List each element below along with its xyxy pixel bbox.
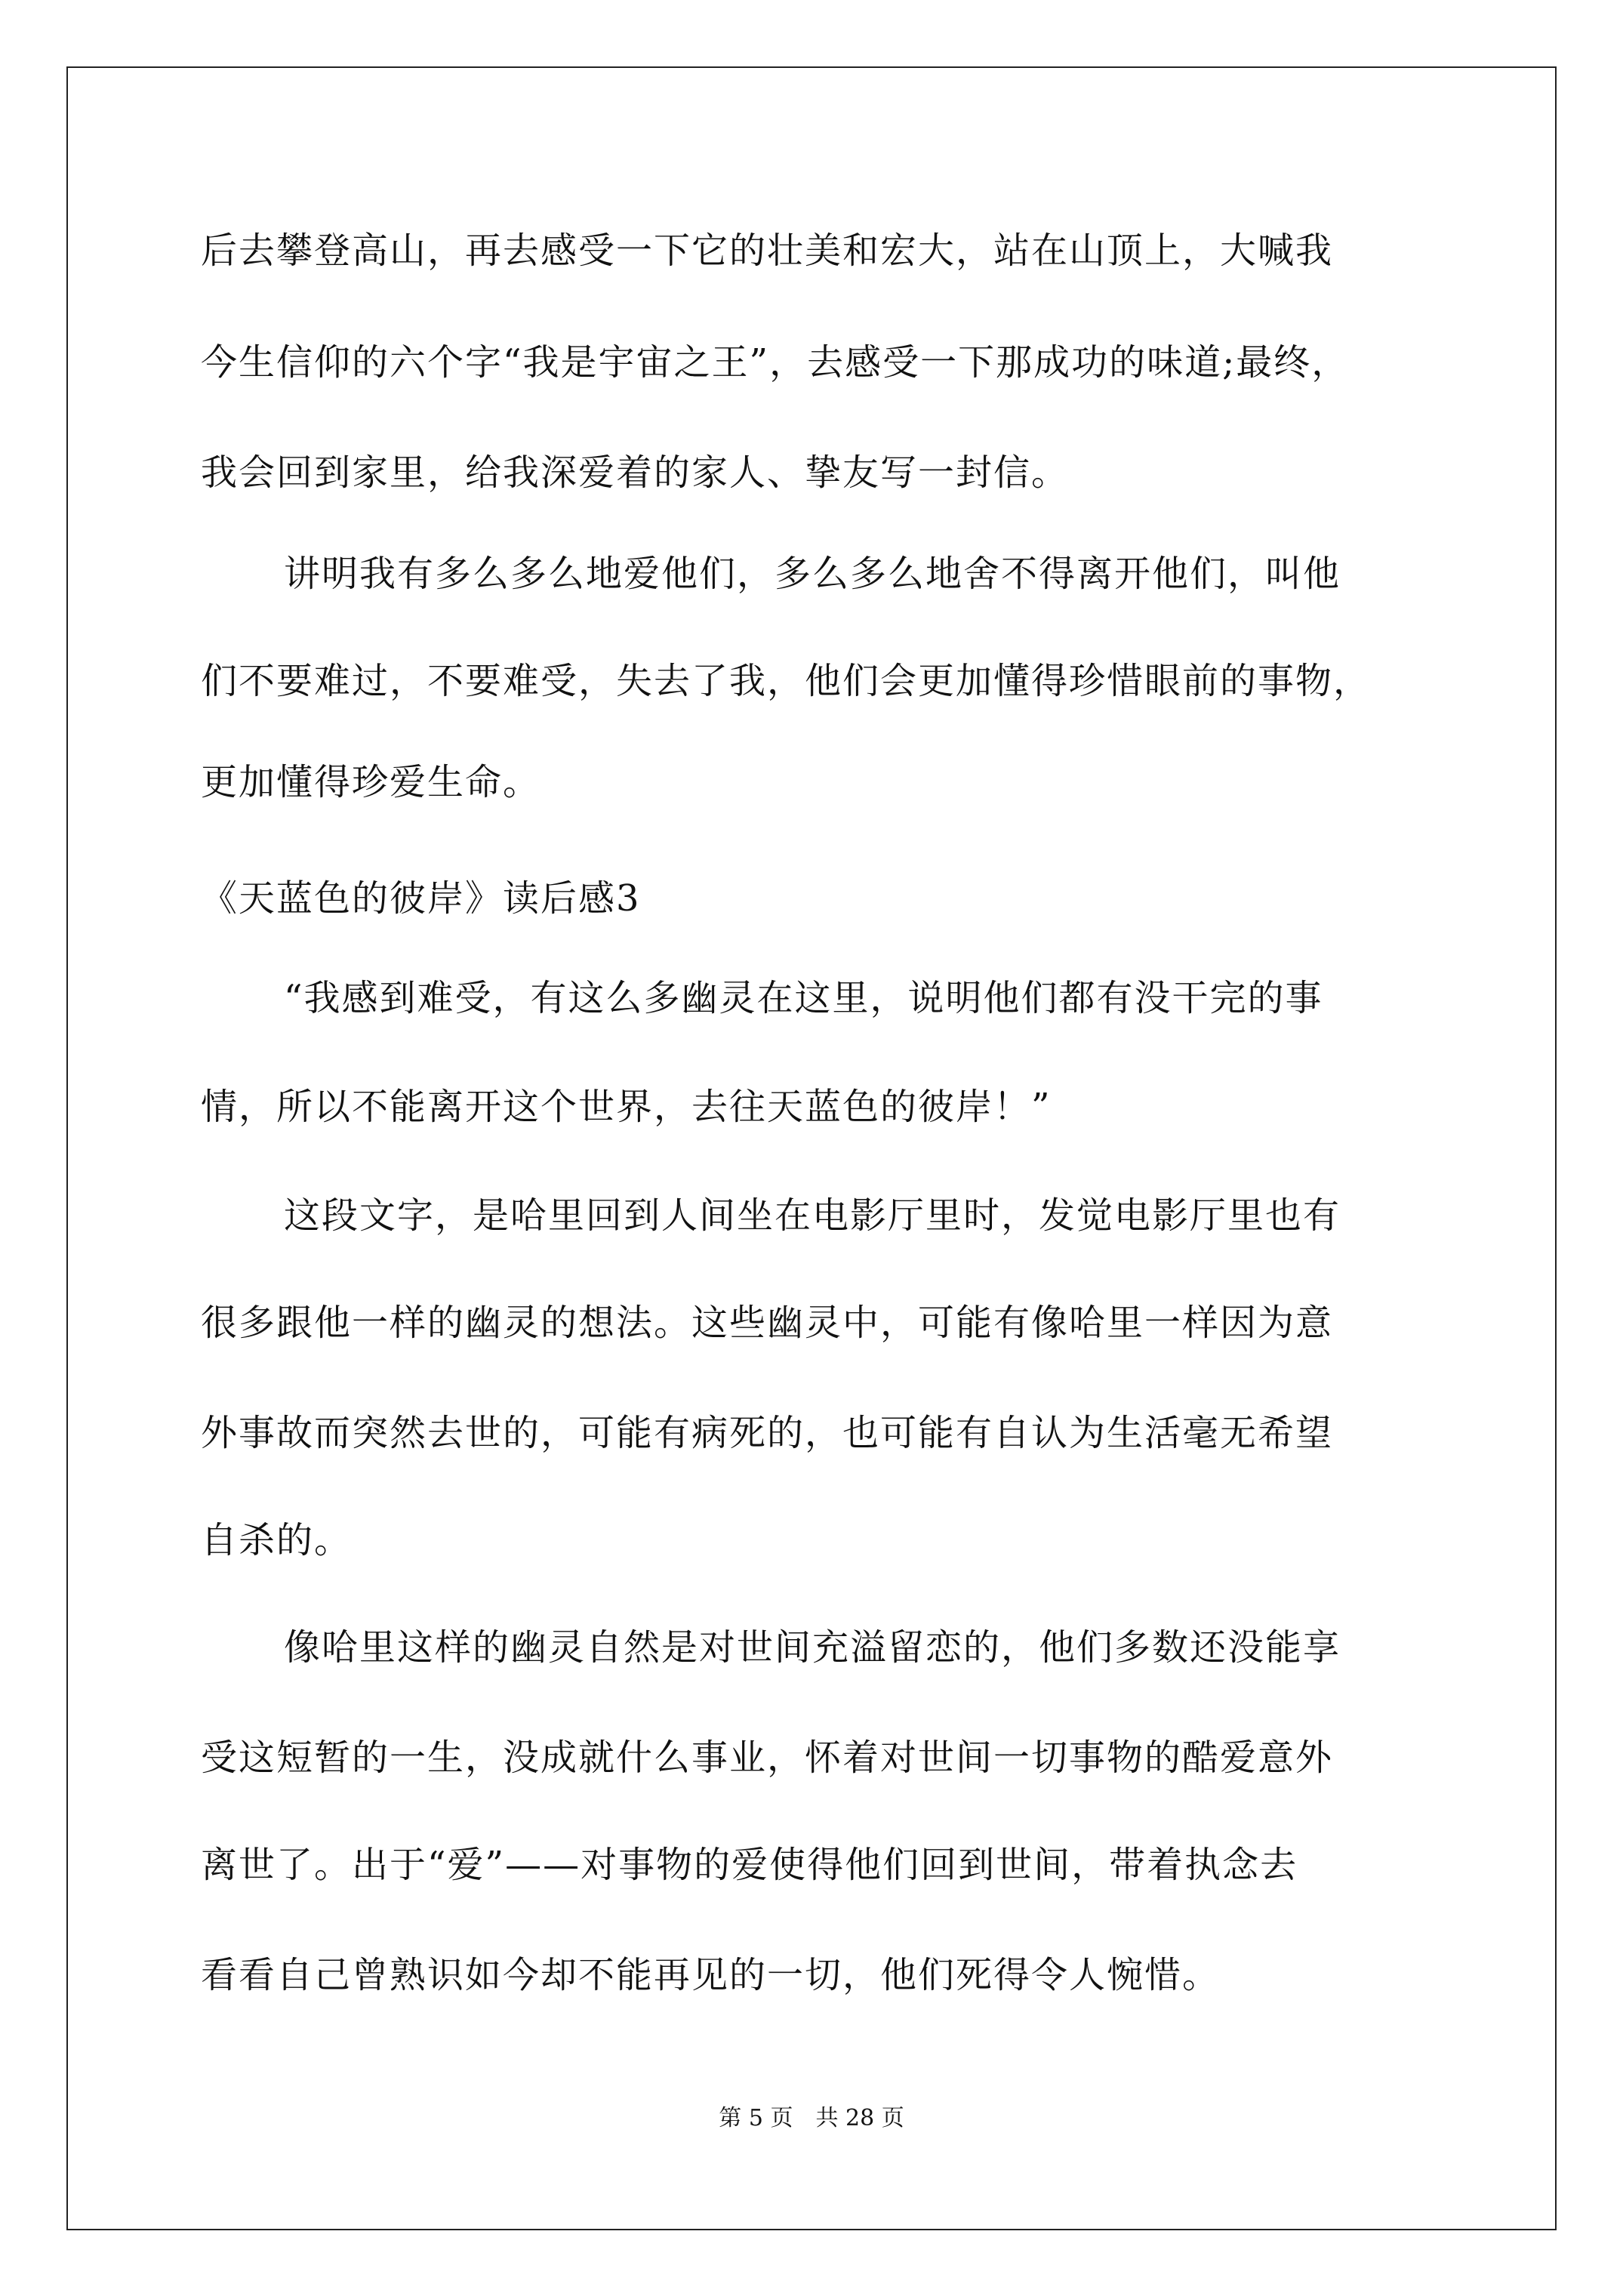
body-text-line: 受这短暂的一生，没成就什么事业，怀着对世间一切事物的酷爱意外 [201,1737,1334,1779]
body-text-line: 外事故而突然去世的，可能有病死的，也可能有自认为生活毫无希望 [201,1412,1334,1454]
body-text-line: 我会回到家里，给我深爱着的家人、挚友写一封信。 [201,451,1070,494]
body-text-line: 后去攀登高山，再去感受一下它的壮美和宏大，站在山顶上，大喊我 [201,230,1334,272]
body-text-line: 这段文字，是哈里回到人间坐在电影厅里时，发觉电影厅里也有 [284,1194,1341,1237]
body-text-line: 们不要难过，不要难受，失去了我，他们会更加懂得珍惜眼前的事物， [201,660,1372,702]
body-text-line: 情，所以不能离开这个世界，去往天蓝色的彼岸！” [201,1086,1052,1128]
body-text-line: 更加懂得珍爱生命。 [201,761,541,803]
body-text-line: 自杀的。 [201,1519,353,1561]
body-text-line: 今生信仰的六个字“我是宇宙之王”，去感受一下那成功的味道;最终， [201,341,1350,384]
body-text-line: “我感到难受，有这么多幽灵在这里，说明他们都有没干完的事 [284,977,1323,1019]
body-text-line: 看看自己曾熟识如今却不能再见的一切，他们死得令人惋惜。 [201,1954,1221,1996]
page-border [66,66,1557,2230]
page-number-footer: 第 5 页 共 28 页 [719,2105,904,2131]
body-text-line: 离世了。出于“爱”——对事物的爱使得他们回到世间，带着执念去 [201,1844,1298,1886]
section-heading: 《天蓝色的彼岸》读后感3 [201,877,641,920]
body-text-line: 讲明我有多么多么地爱他们，多么多么地舍不得离开他们，叫他 [284,553,1341,595]
body-text-line: 像哈里这样的幽灵自然是对世间充溢留恋的，他们多数还没能享 [284,1626,1341,1669]
body-text-line: 很多跟他一样的幽灵的想法。这些幽灵中，可能有像哈里一样因为意 [201,1302,1334,1344]
